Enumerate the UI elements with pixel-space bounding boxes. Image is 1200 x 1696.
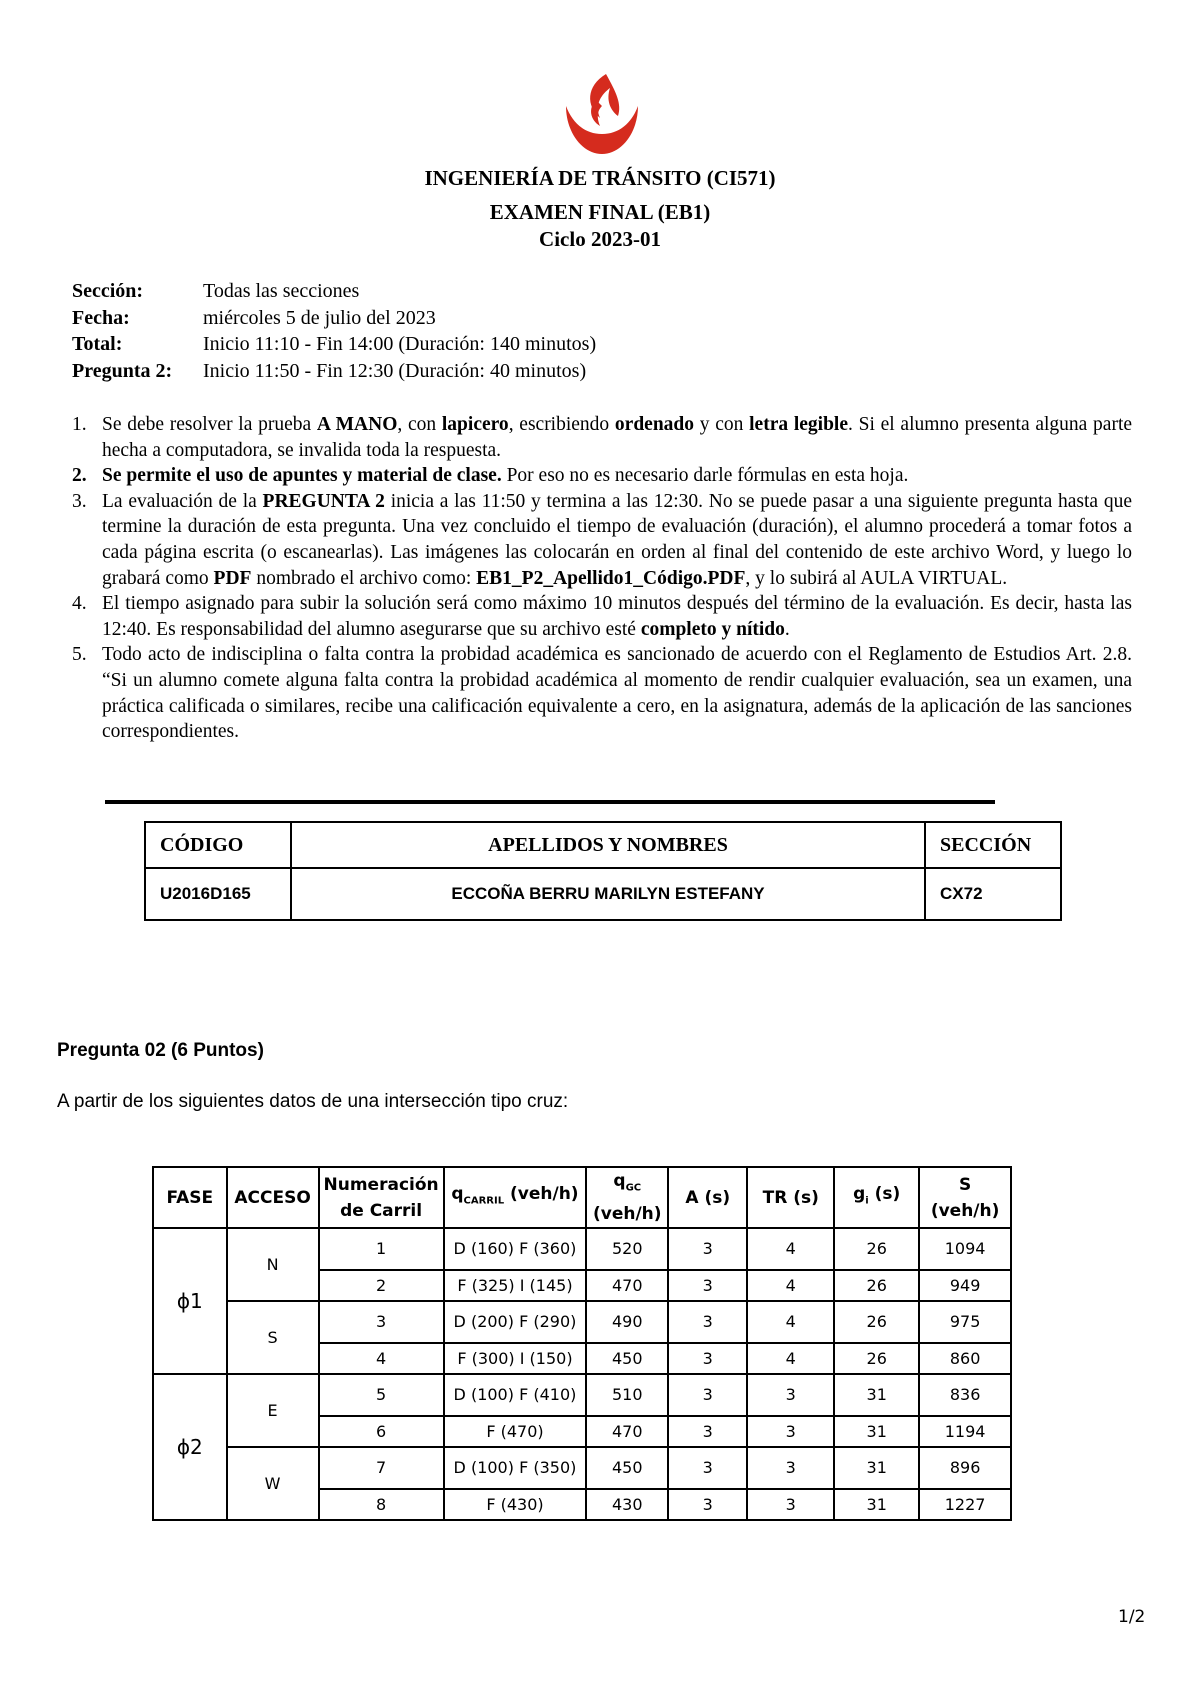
phase-cell: ϕ1 xyxy=(153,1228,227,1374)
student-header-row xyxy=(145,822,1061,868)
instruction-text: . Si el alumno presenta alguna parte hecha a computadora, se invalida toda la respuesta. xyxy=(102,414,1133,461)
carril-cell: 2 xyxy=(319,1270,444,1301)
instruction-text: , escribiendo xyxy=(508,414,615,435)
meta-value: Inicio 11:50 - Fin 12:30 (Duración: 40 minutos) xyxy=(203,359,587,382)
a-cell: 3 xyxy=(668,1447,747,1489)
instruction-number: 3. xyxy=(72,490,87,512)
tr-cell: 3 xyxy=(747,1447,834,1489)
instruction-text: y con xyxy=(694,414,750,435)
header-qcarril-unit: (veh/h) xyxy=(504,1184,579,1204)
header-qcarril-sub: CARRIL xyxy=(463,1195,505,1207)
table-row xyxy=(153,1228,1011,1270)
instruction-bold: A MANO xyxy=(316,414,398,435)
instructions-list xyxy=(72,412,1132,745)
exam-meta xyxy=(72,278,596,384)
access-cell: S xyxy=(227,1301,319,1374)
logo-ring xyxy=(566,106,638,154)
data-header-row xyxy=(153,1167,1011,1228)
header-s xyxy=(919,1167,1011,1228)
phase-cell: ϕ2 xyxy=(153,1374,227,1520)
s-cell: 1227 xyxy=(919,1489,1011,1520)
tr-cell: 4 xyxy=(747,1343,834,1374)
qcarril-cell: F (470) xyxy=(444,1416,587,1447)
carril-cell: 3 xyxy=(319,1301,444,1343)
instruction-text: El tiempo asignado para subir la solución será como máximo 10 minutos después del término de la evaluación. Es decir, hasta las 12:40. Es responsabilidad del alumno asegurarse que su archivo esté xyxy=(102,593,1132,640)
gi-cell: 31 xyxy=(834,1374,919,1416)
carril-cell: 5 xyxy=(319,1374,444,1416)
tr-cell: 3 xyxy=(747,1416,834,1447)
qgc-cell: 520 xyxy=(586,1228,668,1270)
instruction-item xyxy=(72,489,1132,591)
names-header: APELLIDOS Y NOMBRES xyxy=(291,822,925,868)
qgc-cell: 450 xyxy=(586,1343,668,1374)
question-title: Pregunta 02 (6 Puntos) xyxy=(57,1040,264,1061)
a-cell: 3 xyxy=(668,1270,747,1301)
qcarril-cell: D (100) F (410) xyxy=(444,1374,587,1416)
a-cell: 3 xyxy=(668,1228,747,1270)
instruction-bold: PREGUNTA 2 xyxy=(262,490,385,512)
meta-label: Pregunta 2: xyxy=(72,359,173,382)
instruction-text: Por eso no es necesario darle fórmulas en esta hoja. xyxy=(501,465,909,487)
carril-cell: 8 xyxy=(319,1489,444,1520)
separator-line xyxy=(105,800,995,804)
header-a: A (s) xyxy=(668,1167,747,1228)
meta-value: miércoles 5 de julio del 2023 xyxy=(203,306,436,329)
question-text: A partir de los siguientes datos de una intersección tipo cruz: xyxy=(57,1091,569,1112)
carril-cell: 4 xyxy=(319,1343,444,1374)
instruction-text: Todo acto de indisciplina o falta contra la probidad académica es sancionado de acuerdo con el Reglamento de Estudios Art. 2.8. “Si un alumno comete alguna falta contra la probidad académica al momento de rendir cualquier evaluación, sea un examen, una práctica calificada o similares, recibe una calificación equivalente a cero, en la asignatura, además de la aplicación de las sanciones correspondientes. xyxy=(102,644,1132,743)
access-cell: E xyxy=(227,1374,319,1447)
a-cell: 3 xyxy=(668,1374,747,1416)
qgc-cell: 430 xyxy=(586,1489,668,1520)
student-value-row xyxy=(145,868,1061,920)
header-qgc-sub: GC xyxy=(625,1182,642,1194)
qcarril-cell: D (200) F (290) xyxy=(444,1301,587,1343)
meta-label: Fecha: xyxy=(72,306,130,329)
header-gi-unit: (s) xyxy=(868,1184,901,1204)
instruction-text: . xyxy=(784,618,790,640)
header-carril xyxy=(319,1167,444,1228)
header-qgc-unit: (veh/h) xyxy=(592,1204,662,1225)
exam-title: EXAMEN FINAL (EB1) xyxy=(489,200,711,224)
s-cell: 836 xyxy=(919,1374,1011,1416)
header-gi-sub: i xyxy=(865,1195,869,1207)
instruction-text: , y lo subirá al AULA VIRTUAL. xyxy=(745,567,1008,589)
a-cell: 3 xyxy=(668,1343,747,1374)
gi-cell: 26 xyxy=(834,1270,919,1301)
header-qcarril-q: q xyxy=(451,1184,464,1204)
gi-cell: 26 xyxy=(834,1301,919,1343)
table-row xyxy=(153,1374,1011,1416)
gi-cell: 31 xyxy=(834,1447,919,1489)
instruction-text: Se debe resolver la prueba xyxy=(102,414,317,435)
instruction-text: nombrado el archivo como: xyxy=(251,567,477,589)
instruction-bold: ordenado xyxy=(614,414,695,435)
meta-value: Todas las secciones xyxy=(203,280,360,302)
qcarril-cell: D (100) F (350) xyxy=(444,1447,587,1489)
s-cell: 860 xyxy=(919,1343,1011,1374)
instruction-bold: lapicero xyxy=(441,414,509,435)
s-cell: 1194 xyxy=(919,1416,1011,1447)
meta-row-total xyxy=(72,331,596,358)
qgc-cell: 470 xyxy=(586,1270,668,1301)
student-code: U2016D165 xyxy=(145,868,291,920)
qgc-cell: 510 xyxy=(586,1374,668,1416)
section-header: SECCIÓN xyxy=(925,822,1061,868)
instruction-bold: PDF xyxy=(213,567,252,589)
qcarril-cell: F (300) I (150) xyxy=(444,1343,587,1374)
gi-cell: 26 xyxy=(834,1343,919,1374)
instruction-number: 4. xyxy=(72,593,87,615)
header-carril-line2: de Carril xyxy=(340,1200,423,1221)
header-s-label: S xyxy=(958,1174,972,1195)
instruction-bold: EB1_P2_Apellido1_Código.PDF xyxy=(476,567,746,589)
table-row xyxy=(153,1301,1011,1343)
s-cell: 896 xyxy=(919,1447,1011,1489)
meta-row-date xyxy=(72,305,596,332)
header-carril-line1: Numeración xyxy=(323,1174,439,1195)
gi-cell: 31 xyxy=(834,1416,919,1447)
tr-cell: 4 xyxy=(747,1301,834,1343)
instruction-item xyxy=(72,642,1132,744)
header-qgc xyxy=(586,1167,668,1228)
tr-cell: 3 xyxy=(747,1489,834,1520)
student-info-table xyxy=(144,821,1062,921)
qcarril-cell: F (430) xyxy=(444,1489,587,1520)
meta-label: Sección: xyxy=(72,280,144,302)
instruction-text: , con xyxy=(397,414,442,435)
student-section: CX72 xyxy=(925,868,1061,920)
table-row xyxy=(153,1447,1011,1489)
meta-value: Inicio 11:10 - Fin 14:00 (Duración: 140 minutos) xyxy=(203,333,597,355)
qcarril-cell: D (160) F (360) xyxy=(444,1228,587,1270)
meta-row-section xyxy=(72,278,596,305)
intersection-data-table xyxy=(152,1166,1012,1521)
instruction-text: inicia a las 11:50 y termina a las 12:30. No se puede pasar a una siguiente pregunta hasta que termine la duración de esta pregunta. Una vez concluido el tiempo de evaluación (duración), el alumno procederá a tomar fotos a cada página escrita (o escanearlas). Las imágenes las colocarán en orden al final del contenido de este archivo Word, y luego lo grabará como xyxy=(102,490,1132,589)
qgc-cell: 490 xyxy=(586,1301,668,1343)
instruction-item xyxy=(72,463,1132,489)
access-cell: N xyxy=(227,1228,319,1301)
gi-cell: 31 xyxy=(834,1489,919,1520)
header-gi xyxy=(834,1167,919,1228)
course-title: INGENIERÍA DE TRÁNSITO (CI571) xyxy=(424,166,776,190)
carril-cell: 7 xyxy=(319,1447,444,1489)
access-cell: W xyxy=(227,1447,319,1520)
header-s-unit: (veh/h) xyxy=(930,1200,1000,1221)
student-name: ECCOÑA BERRU MARILYN ESTEFANY xyxy=(291,868,925,920)
header-qcarril xyxy=(444,1167,587,1228)
meta-label: Total: xyxy=(72,333,123,355)
meta-row-question2 xyxy=(72,358,596,385)
tr-cell: 4 xyxy=(747,1270,834,1301)
header-gi-g: g xyxy=(853,1184,866,1204)
a-cell: 3 xyxy=(668,1416,747,1447)
instruction-bold: Se permite el uso de apuntes y material de clase. xyxy=(102,465,502,487)
instruction-bold: letra legible xyxy=(749,414,849,435)
qgc-cell: 450 xyxy=(586,1447,668,1489)
s-cell: 975 xyxy=(919,1301,1011,1343)
instruction-text: La evaluación de la xyxy=(102,490,263,512)
instruction-bold: completo y nítido xyxy=(640,618,785,640)
code-header: CÓDIGO xyxy=(145,822,291,868)
instruction-number: 1. xyxy=(72,414,87,435)
qcarril-cell: F (325) I (145) xyxy=(444,1270,587,1301)
qgc-cell: 470 xyxy=(586,1416,668,1447)
carril-cell: 1 xyxy=(319,1228,444,1270)
carril-cell: 6 xyxy=(319,1416,444,1447)
instruction-number: 5. xyxy=(72,644,87,666)
university-logo xyxy=(556,70,648,162)
header-fase: FASE xyxy=(153,1167,227,1228)
a-cell: 3 xyxy=(668,1301,747,1343)
instruction-item xyxy=(72,412,1132,463)
tr-cell: 3 xyxy=(747,1374,834,1416)
header-qgc-q: q xyxy=(613,1171,626,1191)
a-cell: 3 xyxy=(668,1489,747,1520)
gi-cell: 26 xyxy=(834,1228,919,1270)
tr-cell: 4 xyxy=(747,1228,834,1270)
instruction-number: 2. xyxy=(72,465,87,487)
header-acceso: ACCESO xyxy=(227,1167,319,1228)
header-tr: TR (s) xyxy=(747,1167,834,1228)
exam-cycle: Ciclo 2023-01 xyxy=(539,227,661,251)
instruction-item xyxy=(72,591,1132,642)
page-number: 1/2 xyxy=(1118,1607,1146,1627)
s-cell: 1094 xyxy=(919,1228,1011,1270)
s-cell: 949 xyxy=(919,1270,1011,1301)
